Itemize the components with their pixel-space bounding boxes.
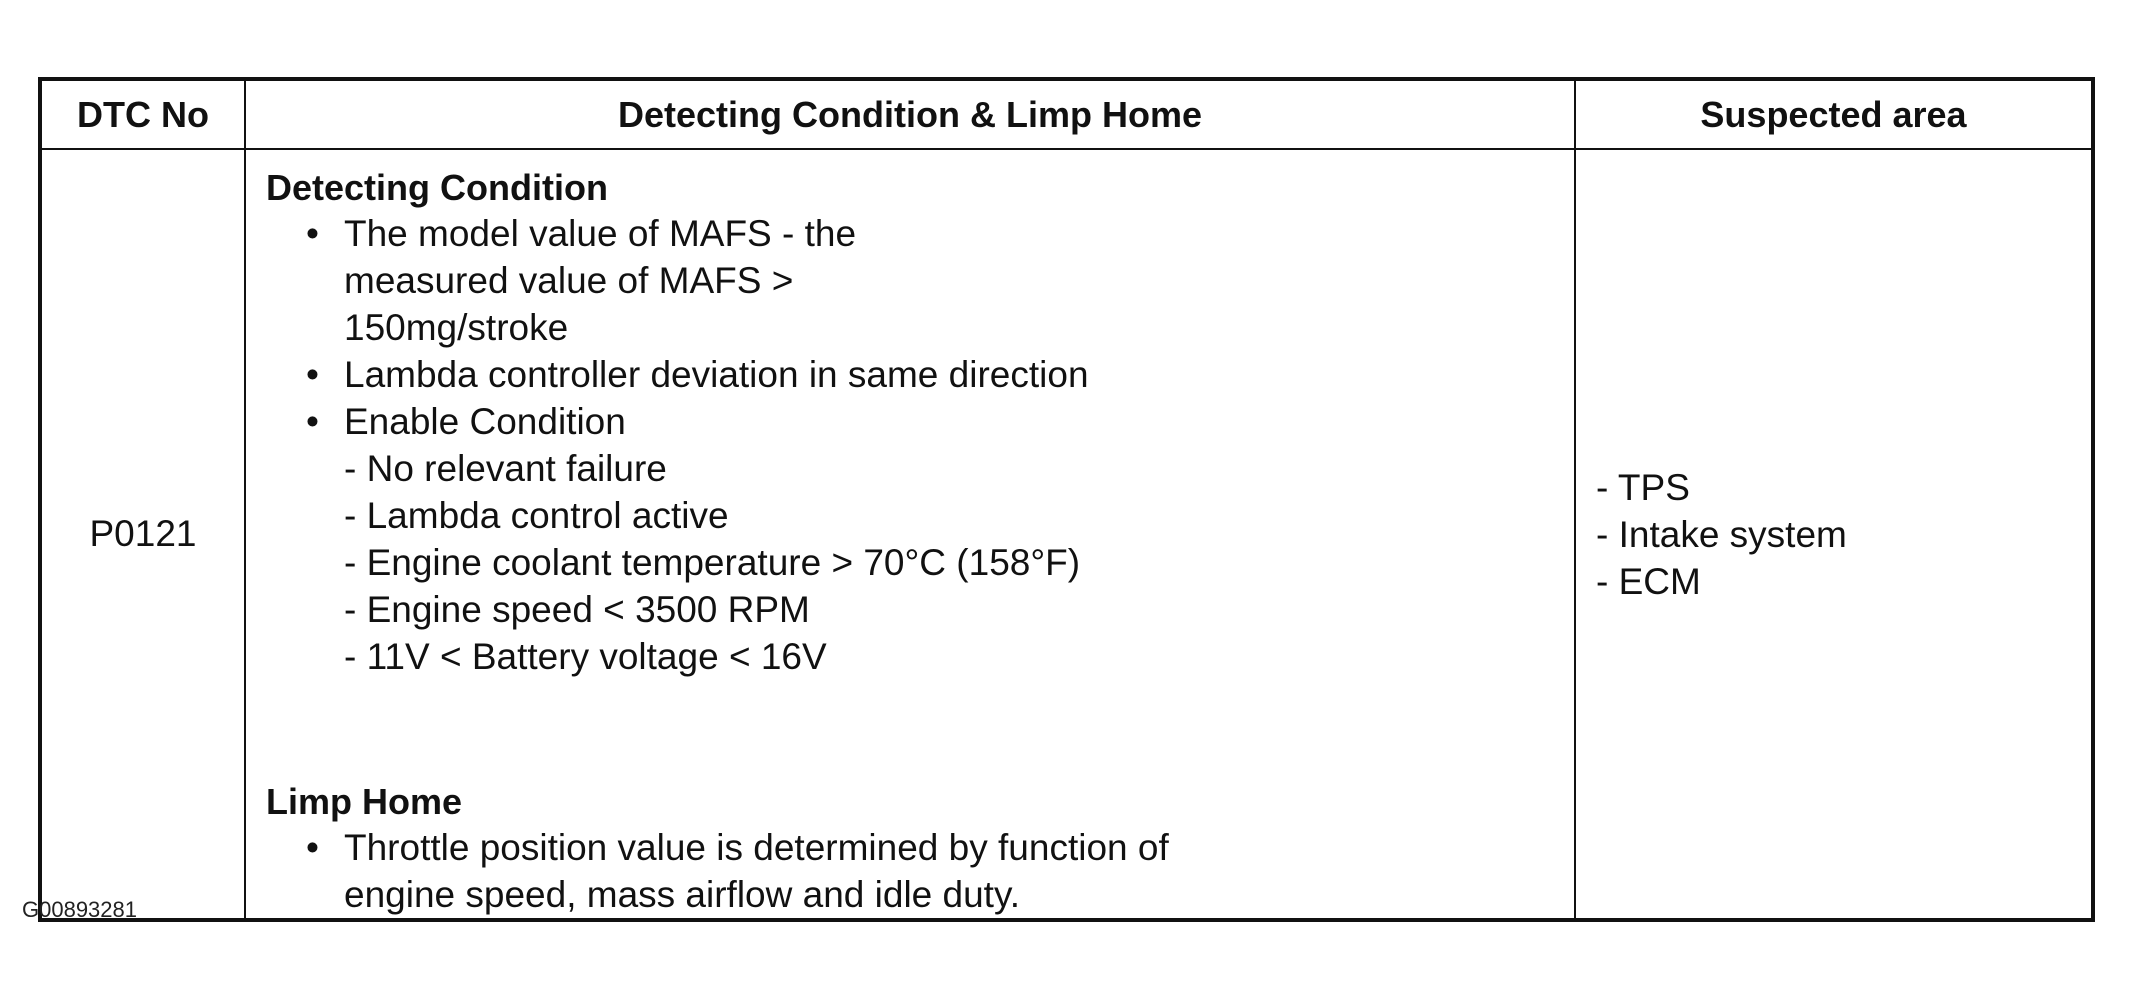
condition-cell (245, 149, 1575, 920)
list-item: - ECM (1596, 560, 1701, 602)
list-item: • Throttle position value is determined by function of engine speed, mass airflow and idle duty. (266, 824, 1574, 918)
list-item: - 11V < Battery voltage < 16V (344, 636, 827, 677)
limp-home-list (266, 824, 1574, 918)
header-detecting-condition: Detecting Condition & Limp Home (245, 79, 1575, 149)
enable-condition-label: • Enable Condition (344, 401, 626, 442)
limp-home-title: Limp Home (266, 781, 463, 822)
list-item: • The model value of MAFS - the measured value of MAFS > 150mg/stroke (266, 210, 1574, 351)
list-item: - Lambda control active (344, 495, 729, 536)
suspected-area-cell (1575, 149, 2093, 920)
table-row (40, 149, 2093, 920)
enable-condition-list (344, 445, 1574, 680)
figure-id: G00893281 (22, 897, 137, 922)
dtc-code-cell: P0121 (40, 149, 245, 920)
list-item: • Lambda controller deviation in same direction (266, 351, 1574, 398)
list-item: - TPS (1596, 466, 1690, 508)
header-dtc-no: DTC No (40, 79, 245, 149)
list-item: - Intake system (1596, 513, 1847, 555)
list-item: - Engine coolant temperature > 70°C (158°F) (344, 542, 1081, 583)
suspected-area-list (1576, 464, 2091, 605)
detecting-condition-list (266, 210, 1574, 680)
list-item: - No relevant failure (344, 448, 667, 489)
dtc-table (38, 77, 2095, 922)
detecting-condition-title: Detecting Condition (266, 167, 608, 208)
header-row (40, 79, 2093, 149)
header-suspected-area: Suspected area (1575, 79, 2093, 149)
list-item (266, 398, 1574, 680)
list-item: - Engine speed < 3500 RPM (344, 589, 810, 630)
